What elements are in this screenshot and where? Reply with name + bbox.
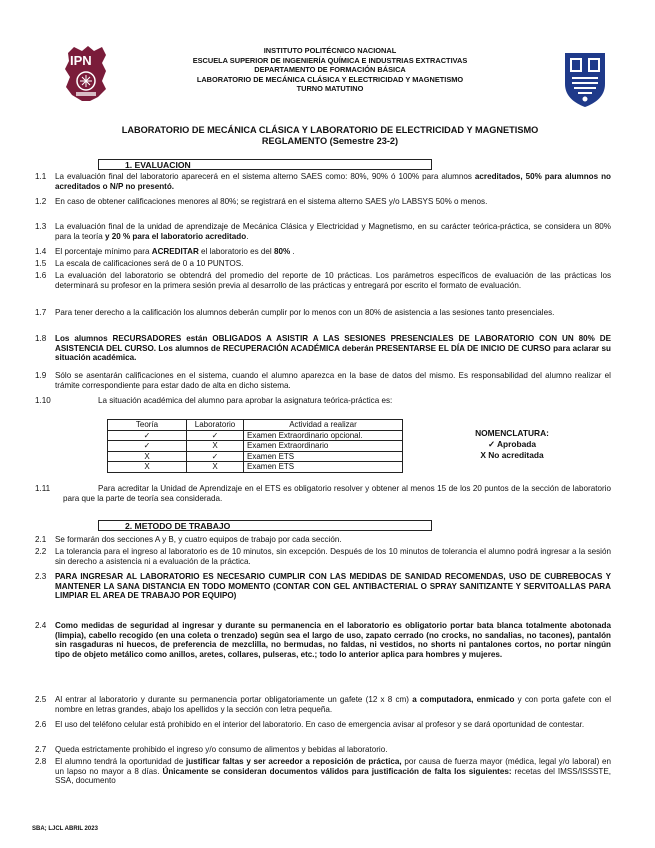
nomenclature-legend <box>457 428 567 461</box>
table-header-row <box>108 420 403 431</box>
footer-initials-date: SBA; LJCL ABRIL 2023 <box>32 826 98 832</box>
rule-number: 2.6 <box>35 720 47 729</box>
section-heading-metodo: 2. METODO DE TRABAJO <box>98 520 432 531</box>
rule-text: Al entrar al laboratorio y durante su permanencia portar obligatoriamente un gafete (12 x 8 cm) a computadora, enmicado y con porta gafete con el nombre en letras grandes, abajo los apellidos y la sección con letra pequeña. <box>55 695 612 714</box>
rule-text: Para acreditar la Unidad de Aprendizaje en el ETS es obligatorio resolver y obtener al menos 15 de los 20 puntos de la sección de laboratorio para que la parte de teoría sea considerada. <box>63 484 611 503</box>
approval-table <box>107 419 403 473</box>
table-cell: Examen Extraordinario <box>244 441 403 452</box>
rule-text: Para tener derecho a la calificación los alumnos deberán cumplir por lo menos con un 80% de asistencia a las sesiones tanto presenciales. <box>55 308 555 317</box>
rule-item <box>35 247 611 257</box>
rule-number: 1.10 <box>35 396 51 405</box>
rule-item <box>35 572 611 601</box>
nomenclature-not-approved: X No acreditada <box>480 450 544 460</box>
header-line: ESCUELA SUPERIOR DE INGENIERÍA QUÍMICA E INDUSTRIAS EXTRACTIVAS <box>192 55 468 65</box>
rule-text: El alumno tendrá la oportunidad de justificar faltas y ser acreedor a reposición de práctica, por causa de fuerza mayor (médica, legal y/o laboral) en un lapso no mayor a 8 días. Únicamente se consideran documentos válidos para justificación de falta los siguientes: recetas del IMSS/ISSSTE, SSA, documento <box>55 757 611 786</box>
rule-number: 1.9 <box>35 371 47 380</box>
rule-item <box>35 547 611 566</box>
rule-number: 1.11 <box>35 484 51 493</box>
rule-number: 1.4 <box>35 247 47 256</box>
title-line: REGLAMENTO (Semestre 23-2) <box>261 136 399 146</box>
rule-text: Sólo se asentarán calificaciones en el sistema, cuando el alumno aparezca en la base de datos del mismo. Es responsabilidad del alumno realizar el trámite correspondiente para estar dado de alta en dicho sistema. <box>55 371 611 390</box>
table-cell: X <box>108 462 187 473</box>
institution-header <box>120 46 540 94</box>
rule-text: El porcentaje mínimo para ACREDITAR el laboratorio es del 80% . <box>55 247 295 256</box>
rule-item <box>35 334 611 363</box>
rule-number: 2.4 <box>35 621 47 630</box>
header-line: INSTITUTO POLITÉCNICO NACIONAL <box>263 46 397 55</box>
table-cell: ✓ <box>108 430 187 441</box>
table-cell: Examen Extraordinario opcional. <box>244 430 403 441</box>
rule-item <box>35 259 611 269</box>
rule-text: La evaluación del laboratorio se obtendrá del promedio del reporte de 10 prácticas. Los parámetros específicos de evaluación de las prácticas los determinará su profesor en la primera sesión previa al desarrollo de las prácticas y entregará por escrito el formato de evaluación. <box>55 271 611 290</box>
rule-number: 1.1 <box>35 172 47 181</box>
rule-item <box>35 396 611 406</box>
rule-number: 2.1 <box>35 535 47 544</box>
rule-number: 1.3 <box>35 222 47 231</box>
header-line: TURNO MATUTINO <box>296 84 364 94</box>
rule-item <box>35 720 611 730</box>
table-cell: ✓ <box>108 441 187 452</box>
rule-number: 2.5 <box>35 695 47 704</box>
rule-text: Se formarán dos secciones A y B, y cuatro equipos de trabajo por cada sección. <box>55 535 342 544</box>
rule-item <box>35 695 611 714</box>
column-header: Laboratorio <box>187 420 244 431</box>
rule-text: Como medidas de seguridad al ingresar y durante su permanencia en el laboratorio es obligatorio portar bata blanca totalmente abotonada (limpia), cabello recogido (en una coleta o trenzado) según sea el largo de uso, zapato cerrado (no crocks, no sandalias, no tacones), pantalón sin rasgaduras ni huecos, de preferencia de mezclilla, no bermudas, no faldas, ni vestidos, no shorts ni pantalones cortos, no portar ningún tipo de objeto metálico como anillos, aretes, collares, pulseras, etc.; todo lo anterior aplica para hombres y mujeres. <box>55 621 611 660</box>
rule-text: La situación académica del alumno para aprobar la asignatura teórica-práctica es: <box>98 396 393 405</box>
rule-number: 1.7 <box>35 308 47 317</box>
column-header: Actividad a realizar <box>244 420 403 431</box>
rule-number: 1.8 <box>35 334 47 343</box>
header-line: DEPARTAMENTO DE FORMACIÓN BÁSICA <box>254 65 406 75</box>
rule-text: La escala de calificaciones será de 0 a 10 PUNTOS. <box>55 259 244 268</box>
rule-number: 1.6 <box>35 271 47 280</box>
rule-item <box>35 535 611 545</box>
esiqie-logo <box>562 50 608 108</box>
table-cell: ✓ <box>187 451 244 462</box>
table-row <box>108 451 403 462</box>
rule-item <box>35 271 611 290</box>
rule-item <box>35 621 611 660</box>
table-cell: Examen ETS <box>244 462 403 473</box>
column-header: Teoría <box>108 420 187 431</box>
rule-number: 2.8 <box>35 757 47 766</box>
nomenclature-title: NOMENCLATURA: <box>475 428 549 438</box>
table-row <box>108 462 403 473</box>
rule-text: La evaluación final de la unidad de aprendizaje de Mecánica Clásica y Electricidad y Magnetismo, en su carácter teórica-práctica, se considera un 80% para la teoría y 20 % para el laboratorio acreditado. <box>55 222 611 241</box>
table-cell: Examen ETS <box>244 451 403 462</box>
table-row <box>108 430 403 441</box>
rule-item <box>35 308 611 318</box>
header-line: LABORATORIO DE MECÁNICA CLÁSICA Y ELECTRICIDAD Y MAGNETISMO <box>196 74 464 84</box>
rule-text: Los alumnos RECURSADORES están OBLIGADOS A ASISTIR A LAS SESIONES PRESENCIALES DE LABORATORIO CON UN 80% DE ASISTENCIA DEL CURSO. Los alumnos de RECUPERACIÓN ACADÉMICA deberán PRESENTARSE EL DÍA DE INICIO DE CURSO para aclarar su situación académica. <box>55 334 611 363</box>
rule-item <box>35 172 611 191</box>
rule-item <box>35 757 611 786</box>
rule-item <box>35 484 611 503</box>
title-line: LABORATORIO DE MECÁNICA CLÁSICA Y LABORATORIO DE ELECTRICIDAD Y MAGNETISMO <box>121 125 539 135</box>
nomenclature-approved: ✓ Aprobada <box>487 439 537 449</box>
rule-text: Queda estrictamente prohibido el ingreso y/o consumo de alimentos y bebidas al laboratorio. <box>55 745 388 754</box>
rule-number: 1.5 <box>35 259 47 268</box>
table-cell: X <box>187 441 244 452</box>
rule-number: 2.7 <box>35 745 47 754</box>
rule-number: 2.2 <box>35 547 47 556</box>
table-row <box>108 441 403 452</box>
rule-text: La tolerancia para el ingreso al laboratorio es de 10 minutos, sin excepción. Después de los 10 minutos de tolerancia el alumno podrá ingresar a la sesión sin derecho a asistencia ni a evaluación de la práctica. <box>55 547 611 566</box>
rule-item <box>35 371 611 390</box>
rule-item <box>35 197 611 207</box>
rule-number: 1.2 <box>35 197 47 206</box>
rule-text: La evaluación final del laboratorio aparecerá en el sistema alterno SAES como: 80%, 90% ó 100% para alumnos acreditados, 50% para alumnos no acreditados o N/P no presentó. <box>55 172 611 191</box>
rule-number: 2.3 <box>35 572 47 581</box>
table-cell: X <box>187 462 244 473</box>
ipn-logo <box>62 45 110 103</box>
rule-text: PARA INGRESAR AL LABORATORIO ES NECESARIO CUMPLIR CON LAS MEDIDAS DE SANIDAD RECOMENDAS, USO DE CUBREBOCAS Y MANTENER LA SANA DISTANCIA EN TODO MOMENTO (CONTAR CON GEL ANTIBACTERIAL O SPRAY SANITIZANTE Y SERVITOALLAS PARA LIMPIAR EL AREA DE TRABAJO POR EQUIPO) <box>55 572 611 601</box>
rule-text: En caso de obtener calificaciones menores al 80%; se registrará en el sistema alterno SAES y/o LABSYS 50% o menos. <box>55 197 488 206</box>
svg-text:IPN: IPN <box>70 53 92 68</box>
section-heading-evaluacion: 1. EVALUACION <box>98 159 432 170</box>
table-cell: X <box>108 451 187 462</box>
rule-item <box>35 745 611 755</box>
rule-text: El uso del teléfono celular está prohibido en el interior del laboratorio. En caso de emergencia avisar al profesor y se dará oportunidad de contestar. <box>55 720 585 729</box>
document-title <box>80 125 580 147</box>
rule-item <box>35 222 611 241</box>
table-cell: ✓ <box>187 430 244 441</box>
